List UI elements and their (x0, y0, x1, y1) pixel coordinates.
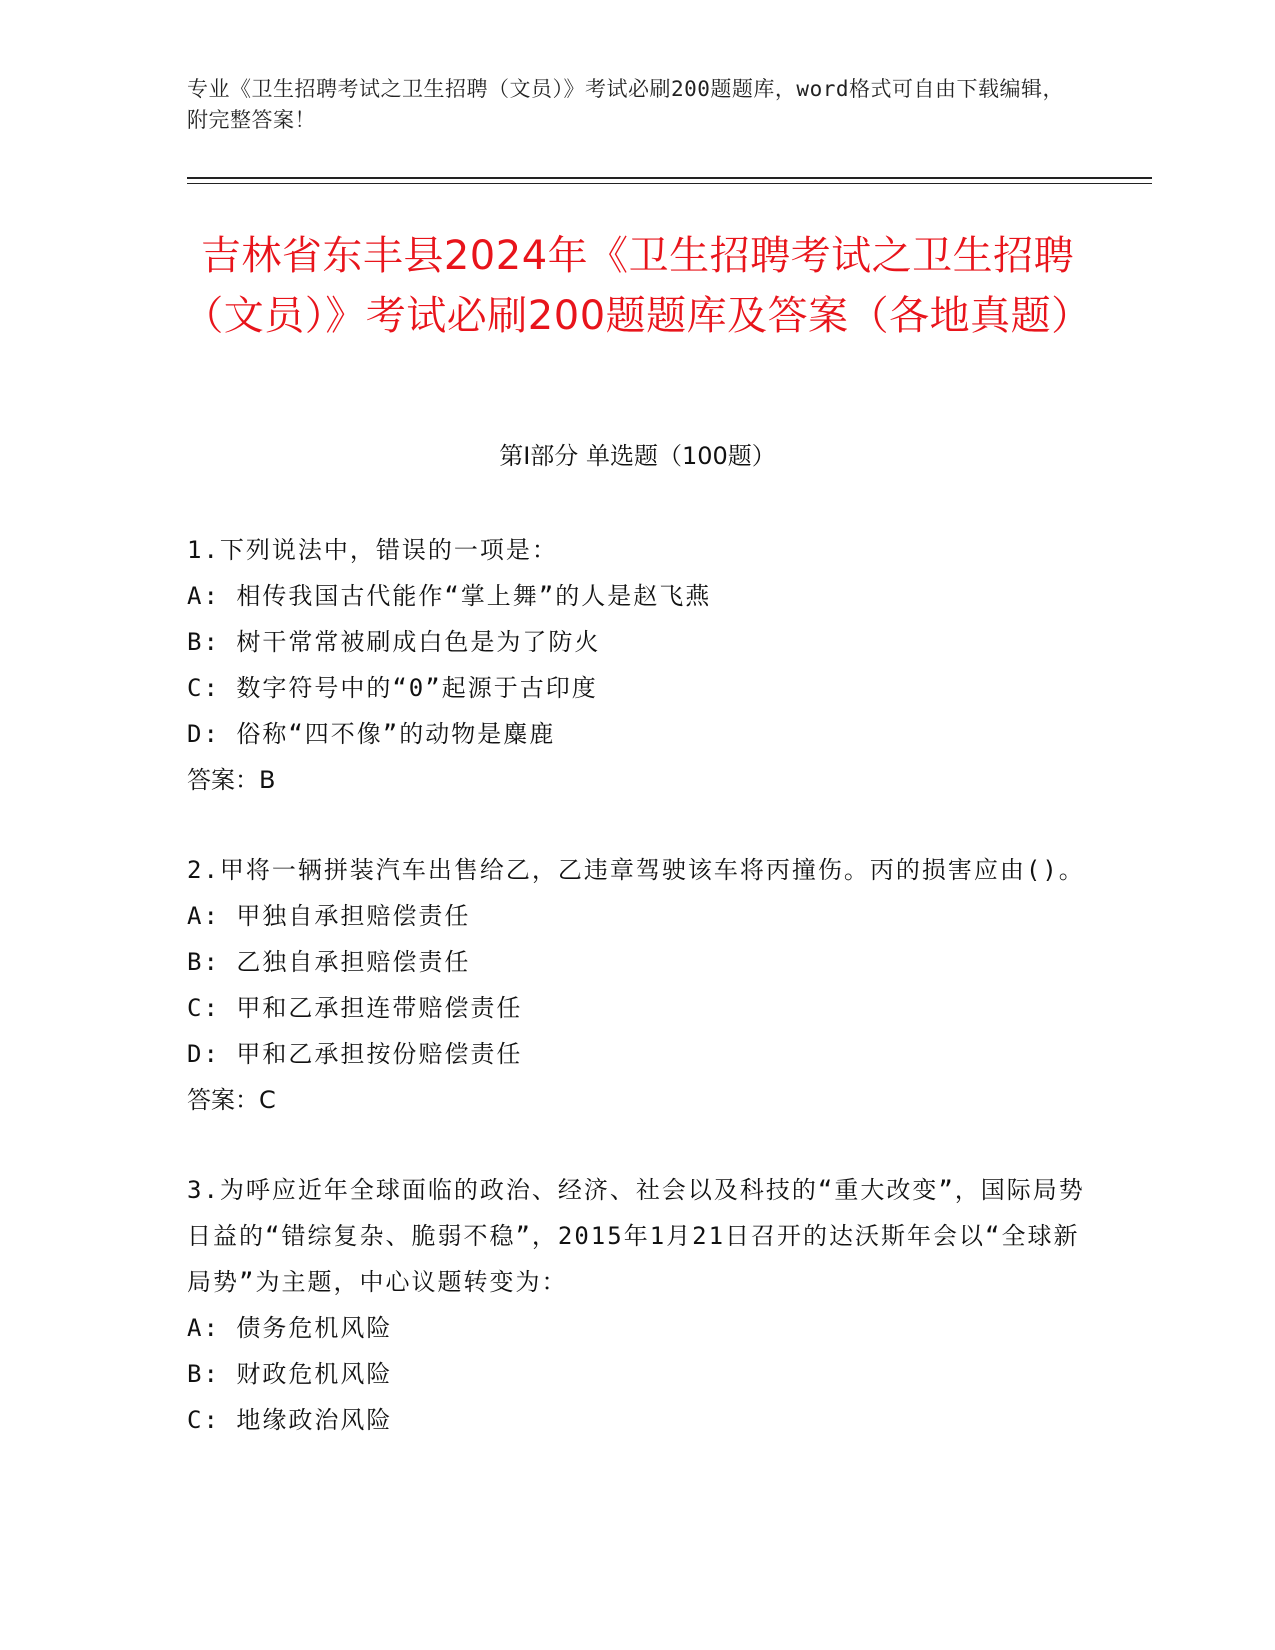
question-stem: 2.甲将一辆拼装汽车出售给乙，乙违章驾驶该车将丙撞伤。丙的损害应由()。 (187, 856, 1085, 884)
question-stem: 3.为呼应近年全球面临的政治、经济、社会以及科技的“重大改变”，国际局势日益的“错综复杂、脆弱不稳”，2015年1月21日召开的达沃斯年会以“全球新局势”为主题，中心议题转变为： (187, 1176, 1085, 1296)
option-a: A: 债务危机风险 (187, 1314, 393, 1342)
question-2 (187, 847, 1087, 1123)
document-title: 吉林省东丰县2024年《卫生招聘考试之卫生招聘（文员）》考试必刷200题题库及答案（各地真题） (183, 233, 1092, 339)
header-rule-thick (187, 177, 1152, 179)
question-list (187, 527, 1087, 1487)
option-d: D: 俗称“四不像”的动物是麋鹿 (187, 720, 556, 748)
header-rule-thin (187, 183, 1152, 184)
option-a: A: 相传我国古代能作“掌上舞”的人是赵飞燕 (187, 582, 712, 610)
option-c: C: 地缘政治风险 (187, 1406, 393, 1434)
answer-label: 答案：B (187, 766, 276, 794)
option-d: D: 甲和乙承担按份赔偿责任 (187, 1040, 523, 1068)
option-b: B: 财政危机风险 (187, 1360, 393, 1388)
option-c: C: 数字符号中的“0”起源于古印度 (187, 674, 598, 702)
section-heading: 第Ⅰ部分 单选题（100题） (499, 442, 776, 470)
option-c: C: 甲和乙承担连带赔偿责任 (187, 994, 523, 1022)
option-b: B: 树干常常被刷成白色是为了防火 (187, 628, 601, 656)
header-note: 专业《卫生招聘考试之卫生招聘（文员）》考试必刷200题题库，word格式可自由下载编辑，附完整答案！ (187, 77, 1064, 132)
question-3 (187, 1167, 1087, 1443)
question-1 (187, 527, 1087, 803)
option-b: B: 乙独自承担赔偿责任 (187, 948, 471, 976)
question-stem: 1.下列说法中，错误的一项是： (187, 536, 558, 564)
answer-label: 答案：C (187, 1086, 276, 1114)
option-a: A: 甲独自承担赔偿责任 (187, 902, 471, 930)
